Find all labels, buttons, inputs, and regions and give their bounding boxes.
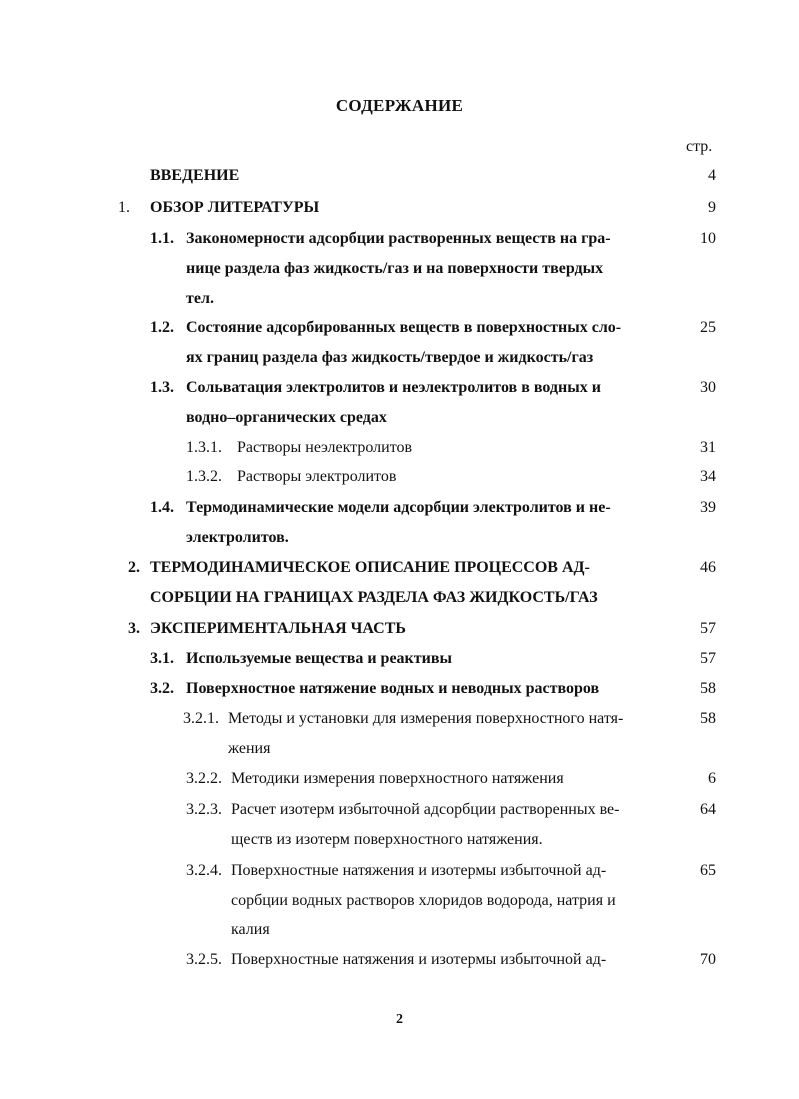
toc-entry-3-1-page: 57 xyxy=(700,650,716,667)
toc-entry-1-4-line-2: электролитов. xyxy=(186,529,289,546)
toc-entry-3-2-4-line-3: калия xyxy=(231,921,270,938)
toc-entry-3-2-5-number: 3.2.5. xyxy=(186,951,222,968)
page-column-label: стр. xyxy=(686,138,713,155)
toc-entry-1-1-number: 1.1. xyxy=(150,230,174,247)
toc-entry-3-page: 57 xyxy=(700,620,716,637)
toc-entry-3-2-title: Поверхностное натяжение водных и неводных растворов xyxy=(186,680,600,697)
toc-entry-3-2-4-line-2: сорбции водных растворов хлоридов водорода, натрия и xyxy=(231,892,616,909)
toc-entry-1-4-page: 39 xyxy=(700,499,716,516)
toc-entry-1-3-2-title: Растворы электролитов xyxy=(237,468,397,485)
toc-entry-3-2-4-line-1: Поверхностные натяжения и изотермы избыточной ад- xyxy=(231,862,607,879)
toc-entry-1-3-2-page: 34 xyxy=(700,468,716,485)
toc-entry-3-2-3-line-2: ществ из изотерм поверхностного натяжения. xyxy=(231,831,543,848)
toc-entry-1-1-line-3: тел. xyxy=(186,290,214,307)
toc-entry-1-2-page: 25 xyxy=(700,319,716,336)
toc-entry-3-2-2-title: Методики измерения поверхностного натяжения xyxy=(231,770,564,787)
toc-entry-1-number: 1. xyxy=(118,199,130,216)
toc-entry-3-number: 3. xyxy=(128,620,140,637)
toc-entry-1-3-line-1: Сольватация электролитов и неэлектролитов в водных и xyxy=(186,379,601,396)
toc-entry-3-2-number: 3.2. xyxy=(150,680,174,697)
toc-entry-2-page: 46 xyxy=(700,559,716,576)
toc-entry-1-title: ОБЗОР ЛИТЕРАТУРЫ xyxy=(150,199,320,216)
toc-entry-3-2-3-number: 3.2.3. xyxy=(186,801,222,818)
toc-entry-1-3-1-number: 1.3.1. xyxy=(186,439,222,456)
toc-entry-3-2-4-page: 65 xyxy=(700,862,716,879)
page-number-footer: 2 xyxy=(396,1012,403,1027)
toc-entry-3-2-3-line-1: Расчет изотерм избыточной адсорбции растворенных ве- xyxy=(231,801,620,818)
toc-entry-3-2-3-page: 64 xyxy=(700,801,716,818)
toc-entry-1-2-number: 1.2. xyxy=(150,319,174,336)
toc-entry-2-number: 2. xyxy=(128,559,140,576)
toc-entry-intro-page: 4 xyxy=(708,167,716,184)
toc-entry-3-2-1-line-1: Методы и установки для измерения поверхностного натя- xyxy=(228,710,624,727)
toc-entry-1-3-page: 30 xyxy=(700,379,716,396)
toc-entry-3-2-2-number: 3.2.2. xyxy=(186,770,222,787)
toc-entry-3-2-4-number: 3.2.4. xyxy=(186,862,222,879)
toc-entry-3-2-1-line-2: жения xyxy=(228,740,271,757)
toc-entry-1-3-2-number: 1.3.2. xyxy=(186,468,222,485)
toc-entry-1-2-line-2: ях границ раздела фаз жидкость/твердое и жидкость/газ xyxy=(186,349,594,366)
toc-entry-1-4-number: 1.4. xyxy=(150,499,174,516)
toc-entry-1-2-line-1: Состояние адсорбированных веществ в поверхностных сло- xyxy=(186,319,622,336)
toc-entry-1-3-line-2: водно–органических средах xyxy=(186,409,387,426)
toc-entry-2-line-2: СОРБЦИИ НА ГРАНИЦАХ РАЗДЕЛА ФАЗ ЖИДКОСТЬ/ГАЗ xyxy=(150,589,598,606)
toc-entry-1-3-1-page: 31 xyxy=(700,439,716,456)
toc-entry-1-1-page: 10 xyxy=(700,230,716,247)
toc-entry-2-line-1: ТЕРМОДИНАМИЧЕСКОЕ ОПИСАНИЕ ПРОЦЕССОВ АД- xyxy=(150,559,590,576)
toc-entry-3-2-5-page: 70 xyxy=(700,951,716,968)
toc-entry-3-2-page: 58 xyxy=(700,680,716,697)
toc-entry-3-title: ЭКСПЕРИМЕНТАЛЬНАЯ ЧАСТЬ xyxy=(150,620,406,637)
toc-entry-3-1-number: 3.1. xyxy=(150,650,174,667)
toc-entry-3-1-title: Используемые вещества и реактивы xyxy=(186,650,452,667)
toc-entry-1-1-line-1: Закономерности адсорбции растворенных веществ на гра- xyxy=(186,230,611,247)
toc-entry-3-2-1-number: 3.2.1. xyxy=(183,710,219,727)
toc-entry-1-3-1-title: Растворы неэлектролитов xyxy=(237,439,413,456)
toc-entry-intro-title: ВВЕДЕНИЕ xyxy=(150,167,240,184)
toc-entry-3-2-1-page: 58 xyxy=(700,710,716,727)
toc-entry-1-3-number: 1.3. xyxy=(150,379,174,396)
page-title: СОДЕРЖАНИЕ xyxy=(335,96,464,115)
toc-entry-3-2-2-page: 6 xyxy=(708,770,716,787)
toc-entry-1-4-line-1: Термодинамические модели адсорбции электролитов и не- xyxy=(186,499,611,516)
toc-entry-3-2-5-line-1: Поверхностные натяжения и изотермы избыточной ад- xyxy=(231,951,607,968)
toc-entry-1-page: 9 xyxy=(708,199,716,216)
toc-entry-1-1-line-2: нице раздела фаз жидкость/газ и на поверхности твердых xyxy=(186,260,604,277)
